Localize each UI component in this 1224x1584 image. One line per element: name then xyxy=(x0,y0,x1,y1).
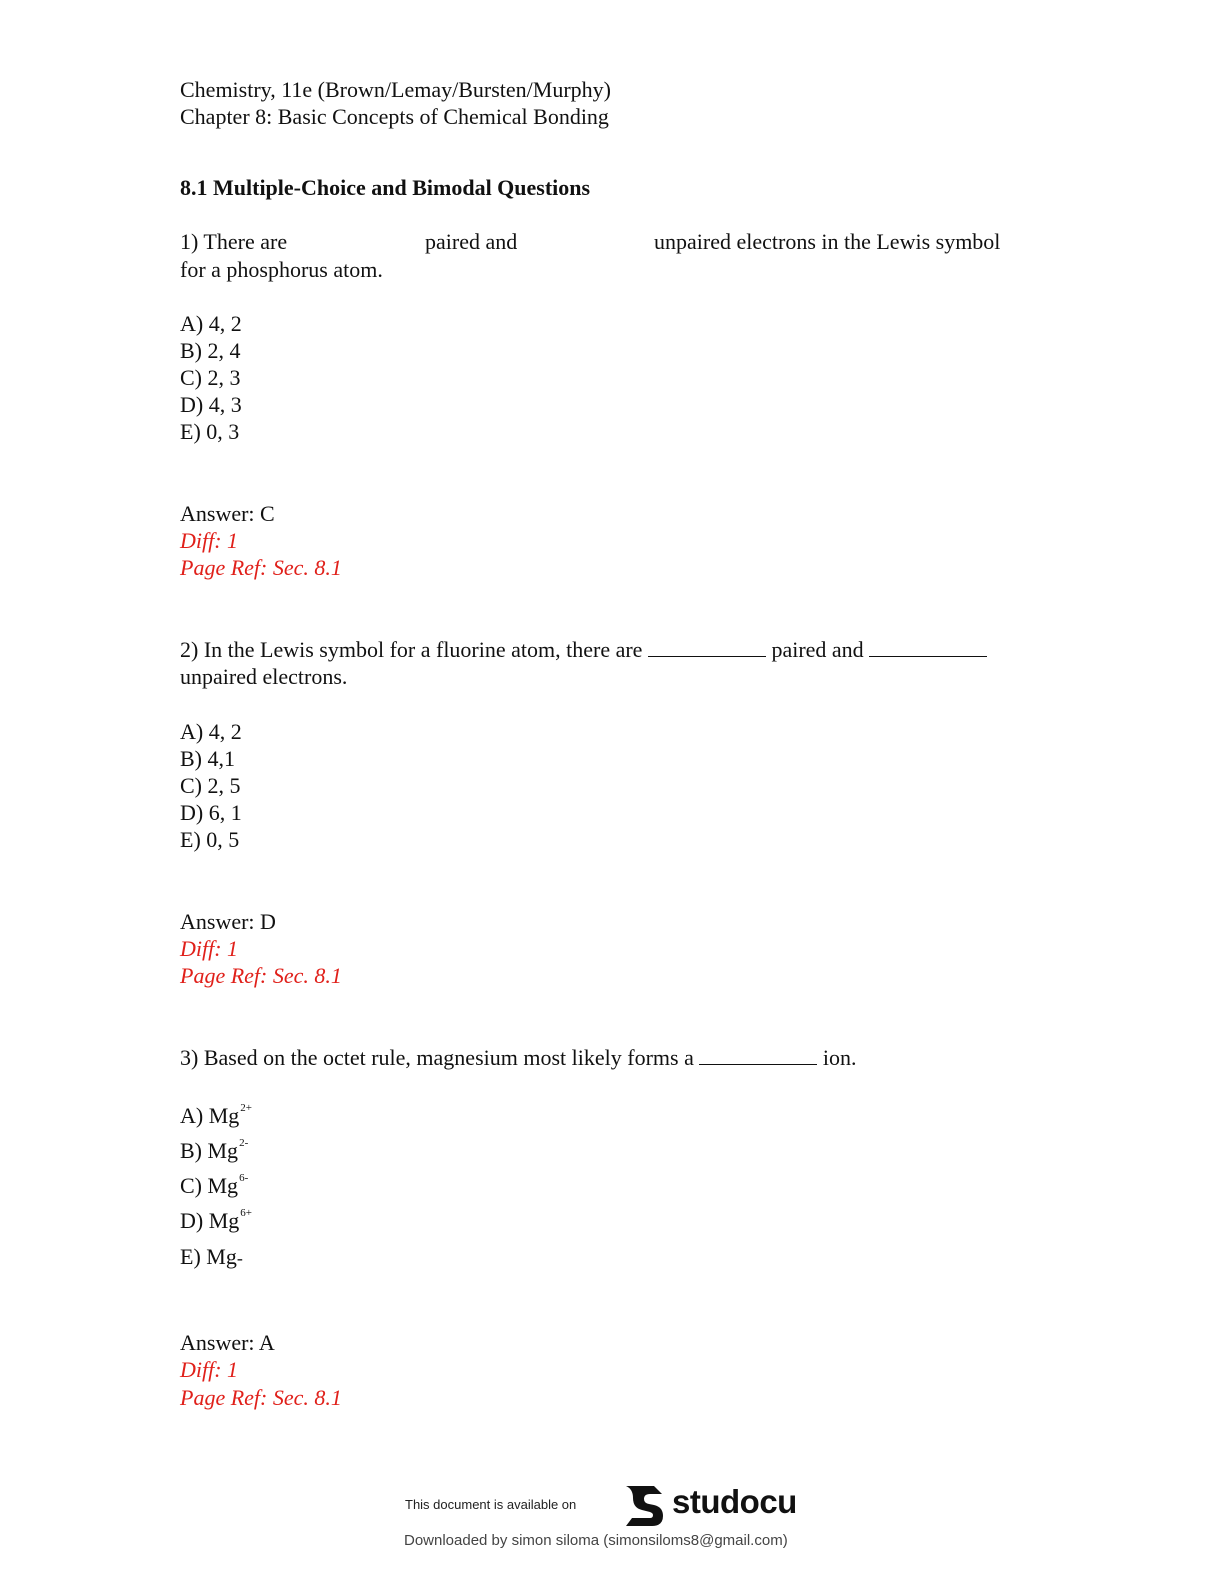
question-3-option-a xyxy=(180,1102,252,1134)
question-3-stem-part-b: ion. xyxy=(822,1045,857,1070)
question-1-answer: Answer: C xyxy=(180,501,275,526)
answer-blank xyxy=(648,638,766,657)
option-formula: Mg xyxy=(208,1208,240,1233)
question-2-option-a: A) 4, 2 xyxy=(180,719,242,744)
footer-downloaded-by: Downloaded by simon siloma (simonsiloms8@gmail.com) xyxy=(404,1532,788,1549)
question-3-answer: Answer: A xyxy=(180,1330,275,1355)
question-1-difficulty: Diff: 1 xyxy=(180,528,239,553)
question-1-stem-part-c: unpaired electrons in the Lewis symbol xyxy=(654,229,1001,254)
question-1-stem-part-b: paired and xyxy=(425,229,518,254)
footer-available-text: This document is available on xyxy=(405,1497,577,1512)
question-1-option-c: C) 2, 3 xyxy=(180,365,241,390)
option-label: E) xyxy=(180,1244,201,1269)
option-label: C) xyxy=(180,1173,202,1198)
option-label: A) xyxy=(180,1103,204,1128)
question-3-option-b xyxy=(180,1137,248,1169)
question-3-option-d xyxy=(180,1207,252,1239)
question-2-option-c: C) 2, 5 xyxy=(180,773,241,798)
option-formula: Mg xyxy=(207,1138,239,1163)
question-3-difficulty: Diff: 1 xyxy=(180,1357,239,1382)
book-title: Chemistry, 11e (Brown/Lemay/Bursten/Murphy) xyxy=(180,77,611,102)
answer-blank xyxy=(869,638,987,657)
question-1-option-b: B) 2, 4 xyxy=(180,338,241,363)
question-3-option-e xyxy=(180,1243,243,1272)
option-charge: 6- xyxy=(239,1172,249,1184)
question-2-option-e: E) 0, 5 xyxy=(180,827,240,852)
question-3-page-ref: Page Ref: Sec. 8.1 xyxy=(180,1385,342,1410)
question-1-option-e: E) 0, 3 xyxy=(180,419,240,444)
question-2-page-ref: Page Ref: Sec. 8.1 xyxy=(180,963,342,988)
question-2-stem-part-a: 2) In the Lewis symbol for a fluorine atom, there are xyxy=(180,637,643,662)
question-1-option-d: D) 4, 3 xyxy=(180,392,242,417)
question-2-stem xyxy=(180,636,987,663)
question-3-stem xyxy=(180,1044,856,1071)
question-3-option-c xyxy=(180,1172,248,1204)
chapter-title: Chapter 8: Basic Concepts of Chemical Bonding xyxy=(180,104,609,129)
question-2-stem-line-2: unpaired electrons. xyxy=(180,664,348,689)
section-title: 8.1 Multiple-Choice and Bimodal Questions xyxy=(180,175,591,200)
option-charge: 2- xyxy=(239,1137,249,1149)
option-formula: Mg xyxy=(208,1103,240,1128)
question-2-answer: Answer: D xyxy=(180,909,276,934)
option-charge: 6+ xyxy=(240,1207,252,1219)
option-formula: Mg xyxy=(206,1244,237,1269)
option-label: D) xyxy=(180,1208,204,1233)
question-2-option-d: D) 6, 1 xyxy=(180,800,242,825)
option-formula: Mg xyxy=(207,1173,239,1198)
question-2-option-b: B) 4,1 xyxy=(180,746,235,771)
question-2-stem-part-b: paired and xyxy=(771,637,864,662)
question-1-page-ref: Page Ref: Sec. 8.1 xyxy=(180,555,342,580)
answer-blank xyxy=(699,1046,817,1065)
question-2-difficulty: Diff: 1 xyxy=(180,936,239,961)
option-charge: 2+ xyxy=(240,1102,252,1114)
question-1-option-a: A) 4, 2 xyxy=(180,311,242,336)
option-charge: - xyxy=(236,1248,243,1268)
question-1-stem-line-2: for a phosphorus atom. xyxy=(180,257,383,282)
question-1-stem-part-a: 1) There are xyxy=(180,229,288,254)
studocu-logo-icon[interactable] xyxy=(618,1480,668,1530)
option-label: B) xyxy=(180,1138,202,1163)
question-3-stem-part-a: 3) Based on the octet rule, magnesium most likely forms a xyxy=(180,1045,694,1070)
studocu-brand[interactable]: studocu xyxy=(672,1483,797,1520)
